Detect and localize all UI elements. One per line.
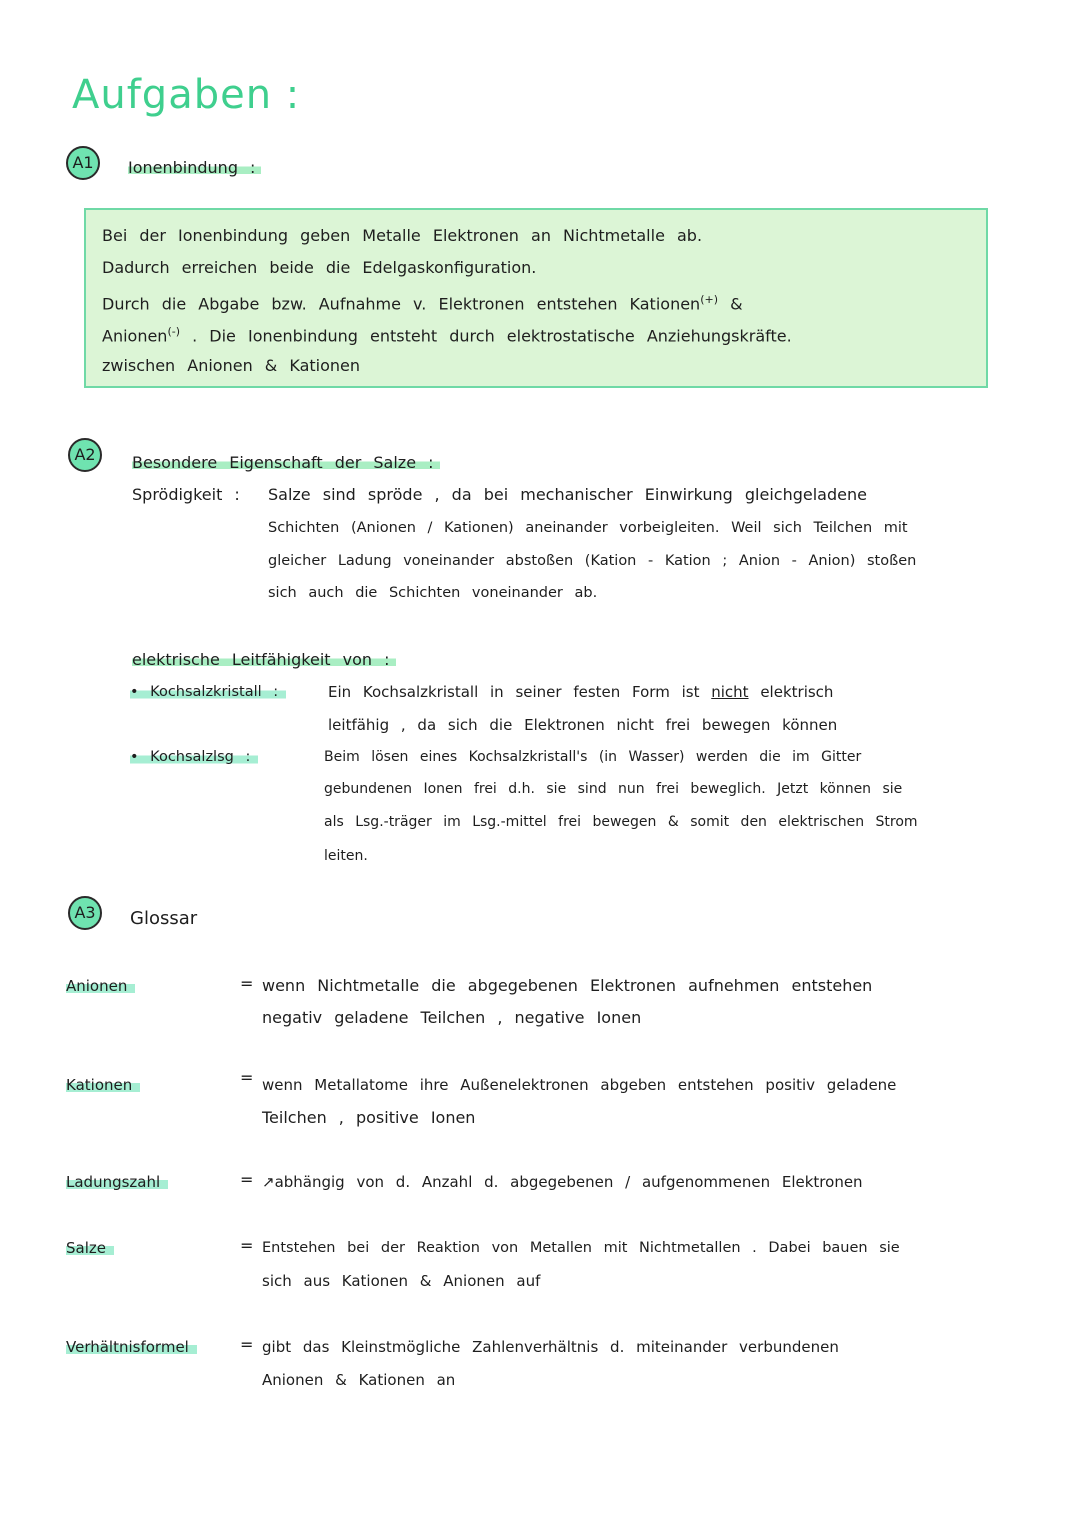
sproedigkeit-line: Schichten (Anionen / Kationen) aneinander vorbeigleiten. Weil sich Teilchen mit <box>268 520 908 536</box>
a1-line: Durch die Abgabe bzw. Aufnahme v. Elektronen entstehen Kationen(+) & <box>102 293 743 314</box>
a3-heading: Glossar <box>130 908 198 929</box>
kochsalzloesung-line: als Lsg.-träger im Lsg.-mittel frei bewegen & somit den elektrischen Strom <box>324 814 918 830</box>
sproedigkeit-line: sich auch die Schichten voneinander ab. <box>268 585 598 601</box>
task-badge-a3: A3 <box>68 896 102 930</box>
glossary-definition-line: ↗abhängig von d. Anzahl d. abgegebenen / aufgenommenen Elektronen <box>262 1173 863 1191</box>
sproedigkeit-line: Salze sind spröde , da bei mechanischer Einwirkung gleichgeladene <box>268 485 867 504</box>
kochsalzloesung-line: Beim lösen eines Kochsalzkristall's (in Wasser) werden die im Gitter <box>324 749 862 765</box>
kochsalzkristall-line: leitfähig , da sich die Elektronen nicht frei bewegen können <box>328 716 838 734</box>
a1-line: Bei der Ionenbindung geben Metalle Elektronen an Nichtmetalle ab. <box>102 226 703 245</box>
glossary-definition-line: negativ geladene Teilchen , negative Ionen <box>262 1008 642 1027</box>
glossary-term: Kationen <box>66 1075 140 1095</box>
glossary-term: Verhältnisformel <box>66 1337 197 1357</box>
glossary-term: Ladungszahl <box>66 1172 168 1192</box>
glossary-definition-line: wenn Nichtmetalle die abgegebenen Elektronen aufnehmen entstehen <box>262 976 873 995</box>
glossary-definition-line: Entstehen bei der Reaktion von Metallen mit Nichtmetallen . Dabei bauen sie <box>262 1240 900 1256</box>
glossary-definition-line: Anionen & Kationen an <box>262 1371 456 1389</box>
task-badge-a1: A1 <box>66 146 100 180</box>
glossary-term: Anionen <box>66 976 135 996</box>
equals-sign: = <box>240 1068 254 1087</box>
glossary-term: Salze <box>66 1238 114 1258</box>
page-title: Aufgaben : <box>72 72 301 118</box>
equals-sign: = <box>240 1236 254 1255</box>
kochsalzkristall-line: Ein Kochsalzkristall in seiner festen Form ist nicht elektrisch <box>328 683 834 701</box>
glossary-definition-line: sich aus Kationen & Anionen auf <box>262 1272 541 1290</box>
equals-sign: = <box>240 1335 254 1354</box>
glossary-definition-line: gibt das Kleinstmögliche Zahlenverhältnis d. miteinander verbundenen <box>262 1338 839 1356</box>
glossary-definition-line: Teilchen , positive Ionen <box>262 1108 476 1127</box>
equals-sign: = <box>240 974 254 993</box>
sproedigkeit-label: Sprödigkeit : <box>132 485 240 504</box>
kochsalzkristall-label: • Kochsalzkristall : <box>130 682 286 702</box>
a1-heading: Ionenbindung : <box>128 158 261 178</box>
a1-line: zwischen Anionen & Kationen <box>102 356 361 375</box>
kochsalzloesung-label: • Kochsalzlsg : <box>130 747 258 767</box>
a2-heading: Besondere Eigenschaft der Salze : <box>132 453 440 473</box>
a1-line: Dadurch erreichen beide die Edelgaskonfiguration. <box>102 258 537 277</box>
glossary-definition-line: wenn Metallatome ihre Außenelektronen abgeben entstehen positiv geladene <box>262 1076 897 1094</box>
equals-sign: = <box>240 1170 254 1189</box>
a1-line: Anionen(-) . Die Ionenbindung entsteht durch elektrostatische Anziehungskräfte. <box>102 325 792 346</box>
sproedigkeit-line: gleicher Ladung voneinander abstoßen (Kation - Kation ; Anion - Anion) stoßen <box>268 553 917 569</box>
leitfaehigkeit-heading: elektrische Leitfähigkeit von : <box>132 650 396 670</box>
kochsalzloesung-line: leiten. <box>324 848 368 864</box>
task-badge-a2: A2 <box>68 438 102 472</box>
kochsalzloesung-line: gebundenen Ionen frei d.h. sie sind nun frei beweglich. Jetzt können sie <box>324 781 903 797</box>
